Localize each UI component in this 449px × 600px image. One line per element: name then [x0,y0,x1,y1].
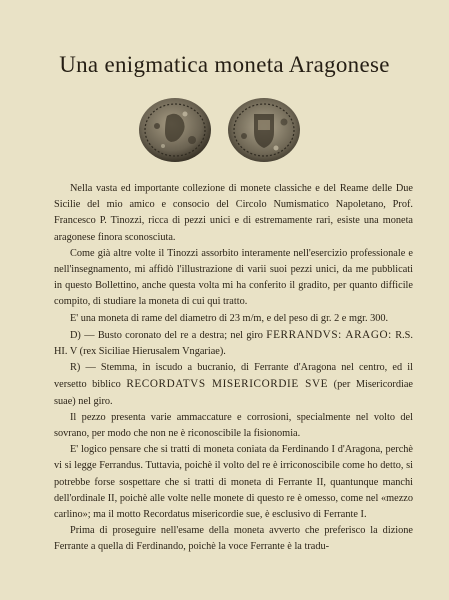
paragraph: E' una moneta di rame del diametro di 23 m/m, e del peso di gr. 2 e mgr. 300. [70,312,389,324]
page-title: Una enigmatica moneta Aragonese [59,52,390,77]
paragraph: Come già altre volte il Tinozzi assorbito interamente nell'esercizio professionale e nell'insegnamento, mi affidò l'illustrazione di varii suoi pezzi unici, da me pubblicati in questo Bollettino, anche questa volta mi ha conferito il gradito, per quanto difficile compito, di studiare la moneta di cui qui tratto. [54,247,413,308]
legend-text: RECORDATVS MISERICORDIE SVE [126,378,329,391]
article-body [54,181,413,556]
text-span: R) — Stemma, in iscudo a bucranio, di Ferrante d'Aragona nel centro, ed il versetto biblico [54,362,413,391]
text-span: D) — Busto coronato del re a destra; nel giro [70,329,267,341]
coin-obverse-image [137,96,213,164]
paragraph: Prima di proseguire nell'esame della moneta avverto che preferisco la dizione Ferrante a quella di Ferdinando, poichè la voce Ferrante è la tradu- [54,525,413,553]
paragraph: Nella vasta ed importante collezione di monete classiche e del Reame delle Due Sicilie del mio amico e consocio del Circolo Numismatico Napoletano, Prof. Francesco P. Tinozzi, ricca di pezzi unici e di estremamente rari, esiste una moneta aragonese finora sconosciuta. [54,183,413,243]
paragraph-reverse [54,360,413,410]
paragraph-obverse [54,327,413,360]
paragraph: E' logico pensare che si tratti di moneta coniata da Ferdinando I d'Aragona, perchè vi si legge Ferrandus. Tuttavia, poichè il volto del re è irriconoscibile come ho detto, si potrebbe forse sospettare che si tratti di moneta di Ferrante II, quantunque manchi dell'ordinale II, poichè alle volte nelle monete di questo re è omesso, come nel «mezzo carlino»; ma il motto Recordatus misericordie sue, è esclusivo di Ferrante I. [54,444,413,521]
text-span: (per Misericordiae suae) nel giro. [54,379,413,407]
text-span: R.S. HI. V (rex Siciliae Hierusalem Vngariae). [54,329,413,358]
paragraph: Il pezzo presenta varie ammaccature e corrosioni, specialmente nel volto del sovrano, per modo che non ne è riconoscibile la fisionomia. [54,411,413,440]
legend-text: FERRANDVS: ARAGO: [266,328,392,341]
coin-illustration [0,96,449,166]
coin-reverse-image [226,96,302,164]
